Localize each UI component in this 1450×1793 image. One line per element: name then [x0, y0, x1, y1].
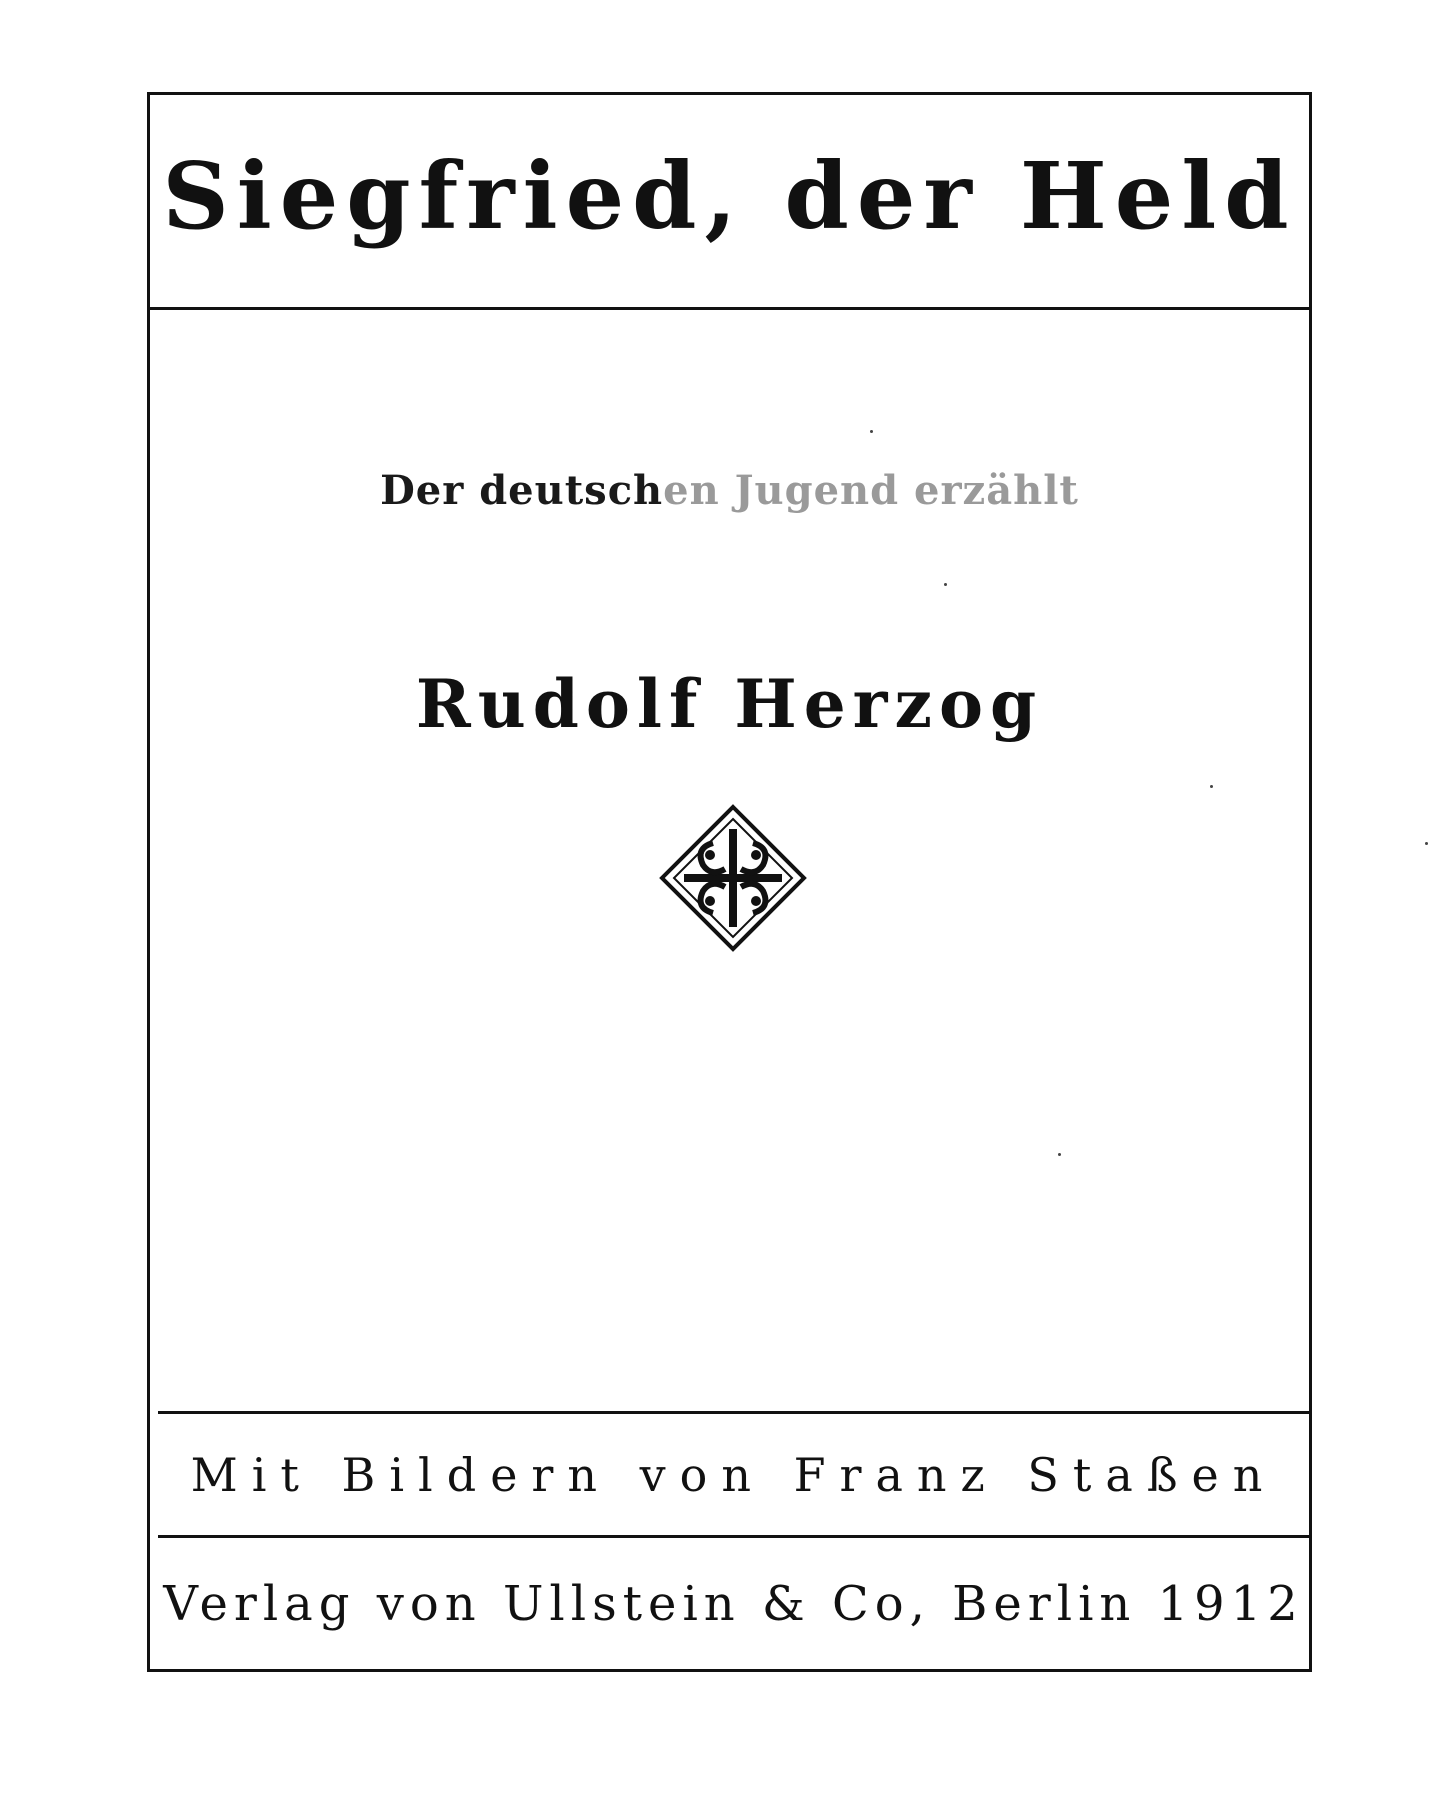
print-speck: [1425, 842, 1428, 845]
diamond-knot-ornament-icon: [658, 803, 808, 953]
dedication-line: [150, 467, 1309, 514]
print-speck: [1210, 785, 1213, 788]
page-border-frame: [147, 92, 1312, 1672]
print-speck: [870, 430, 873, 433]
dedication-faded-text: en Jugend erzählt: [663, 467, 1079, 514]
illustrator-credit: Mit Bildern von Franz Staßen: [190, 1447, 1277, 1502]
author-name: Rudolf Herzog: [415, 665, 1044, 743]
publisher-imprint: Verlag von Ullstein & Co, Berlin 1912: [163, 1575, 1304, 1632]
book-title: Siegfried, der Held: [162, 142, 1297, 250]
print-speck: [1058, 1153, 1061, 1156]
publisher-band: [158, 1538, 1309, 1669]
dedication-prefix: Der deutsch: [380, 467, 664, 514]
illustrator-band: [158, 1411, 1309, 1538]
title-band: [150, 95, 1309, 310]
print-speck: [944, 583, 947, 586]
